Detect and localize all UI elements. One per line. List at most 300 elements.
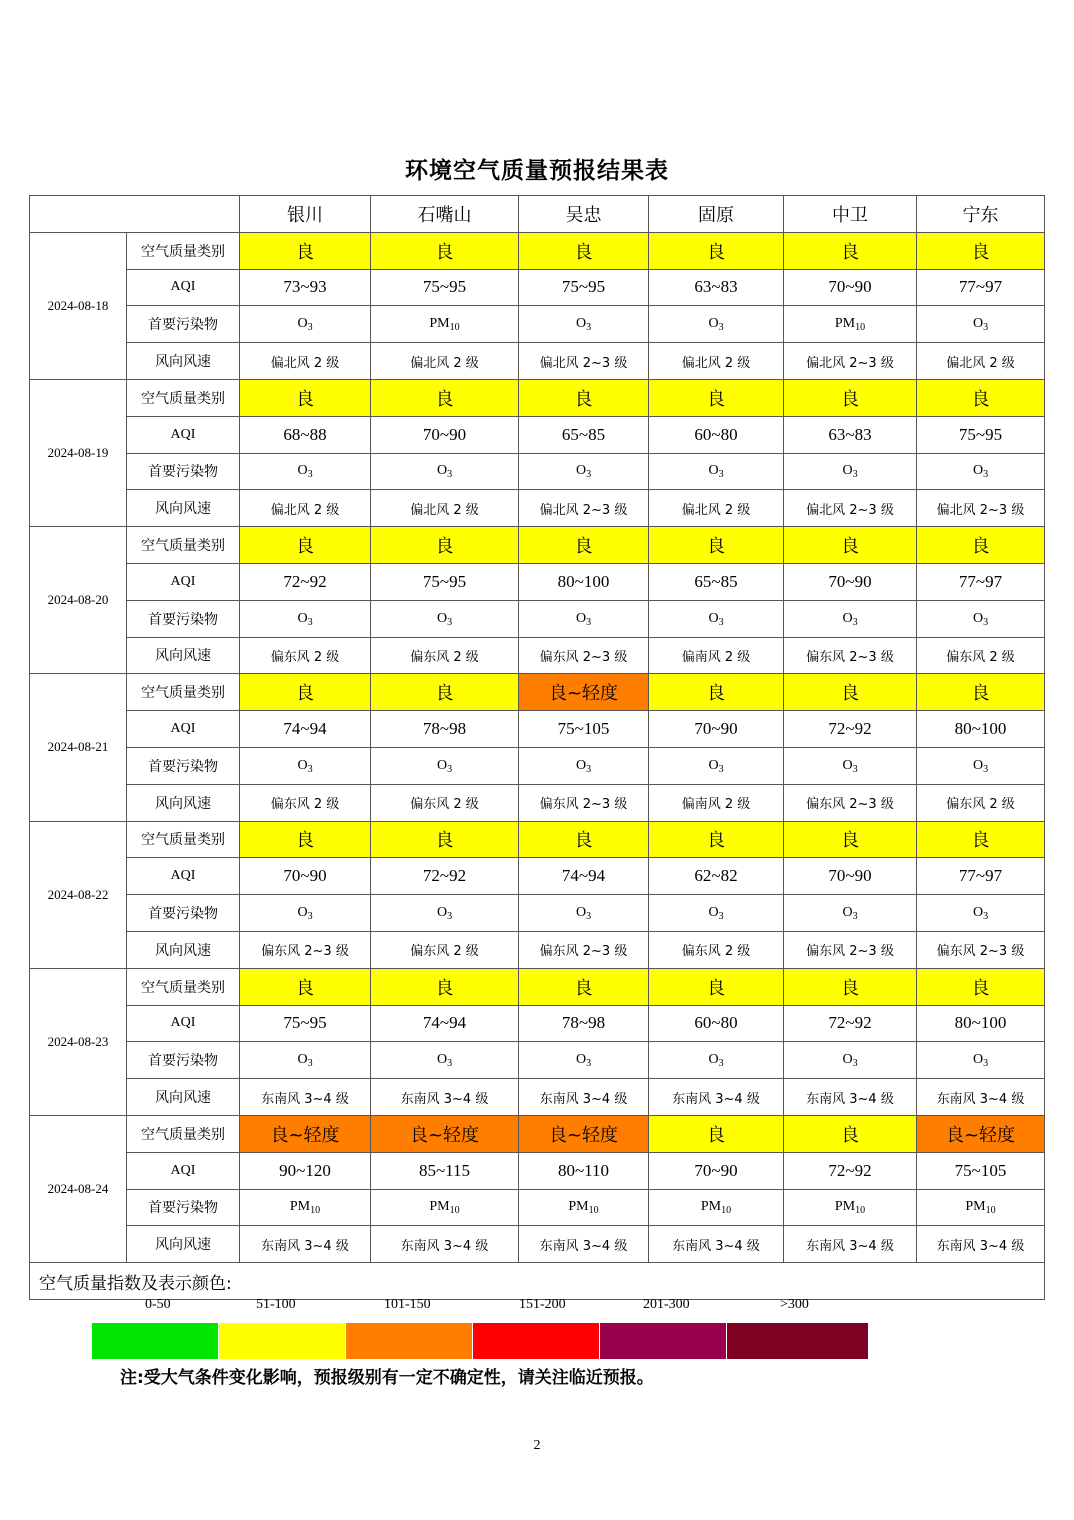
category-cell: 良~轻度	[240, 1115, 371, 1152]
pollutant-row	[30, 895, 1045, 932]
pollutant-base: O	[972, 316, 984, 332]
category-cell: 良	[917, 674, 1045, 711]
aqi-cell: 75~95	[519, 269, 649, 306]
wind-cell: 偏北风 2~3 级	[917, 490, 1045, 527]
row-label: 空气质量类别	[127, 527, 240, 564]
aqi-cell: 74~94	[371, 1005, 519, 1042]
wind-cell: 偏北风 2 级	[240, 343, 371, 380]
pollutant-base: O	[575, 1052, 587, 1068]
aqi-cell: 70~90	[649, 1152, 784, 1189]
pollutant-cell	[240, 1189, 371, 1226]
wind-cell: 偏东风 2~3 级	[917, 931, 1045, 968]
pollutant-base: O	[297, 905, 308, 921]
pollutant-base: O	[708, 757, 719, 773]
category-cell: 良	[917, 968, 1045, 1005]
row-label: 首要污染物	[127, 895, 240, 932]
pollutant-subscript: 10	[588, 1205, 599, 1217]
pollutant-cell	[519, 1042, 649, 1079]
pollutant-subscript: 3	[447, 911, 453, 923]
pollutant-cell	[649, 895, 784, 932]
category-cell: 良	[784, 821, 917, 858]
pollutant-cell	[240, 747, 371, 784]
pollutant-base: O	[575, 757, 587, 773]
row-label: AQI	[127, 269, 240, 306]
pollutant-base: O	[842, 1052, 853, 1068]
wind-row	[30, 1079, 1045, 1116]
pollutant-subscript: 3	[718, 763, 724, 775]
category-cell: 良	[240, 821, 371, 858]
category-row	[30, 527, 1045, 564]
legend-range-label: 51-100	[256, 1297, 296, 1313]
pollutant-subscript: 10	[310, 1205, 321, 1217]
pollutant-base: O	[575, 463, 587, 479]
category-cell: 良~轻度	[371, 1115, 519, 1152]
aqi-cell: 80~100	[917, 711, 1045, 748]
category-cell: 良	[649, 232, 784, 269]
row-label: AQI	[127, 563, 240, 600]
wind-cell: 偏北风 2~3 级	[519, 343, 649, 380]
aqi-row	[30, 711, 1045, 748]
pollutant-subscript: 3	[852, 1058, 858, 1070]
wind-cell: 偏北风 2 级	[649, 490, 784, 527]
category-cell: 良~轻度	[917, 1115, 1045, 1152]
aqi-cell: 78~98	[371, 711, 519, 748]
aqi-cell: 80~100	[917, 1005, 1045, 1042]
aqi-cell: 72~92	[784, 1152, 917, 1189]
aqi-cell: 90~120	[240, 1152, 371, 1189]
pollutant-cell	[371, 747, 519, 784]
aqi-cell: 70~90	[784, 269, 917, 306]
pollutant-subscript: 3	[852, 911, 858, 923]
aqi-cell: 80~110	[519, 1152, 649, 1189]
pollutant-row	[30, 1042, 1045, 1079]
row-label: 空气质量类别	[127, 674, 240, 711]
aqi-row	[30, 858, 1045, 895]
wind-cell: 偏北风 2 级	[371, 490, 519, 527]
category-cell: 良	[371, 674, 519, 711]
aqi-cell: 68~88	[240, 416, 371, 453]
pollutant-subscript: 3	[718, 1058, 724, 1070]
pollutant-base: O	[972, 610, 984, 626]
category-cell: 良	[649, 379, 784, 416]
pollutant-base: O	[575, 316, 587, 332]
pollutant-cell	[784, 747, 917, 784]
row-label: 空气质量类别	[127, 1115, 240, 1152]
pollutant-base: O	[436, 610, 448, 626]
legend-range-label: 151-200	[519, 1297, 566, 1313]
pollutant-subscript: 3	[586, 911, 592, 923]
row-label: 风向风速	[127, 343, 240, 380]
wind-cell: 偏南风 2 级	[649, 637, 784, 674]
legend-color-swatch	[727, 1323, 868, 1359]
row-label: 风向风速	[127, 784, 240, 821]
row-label: 风向风速	[127, 637, 240, 674]
forecast-table-body	[30, 196, 1045, 1313]
wind-cell: 偏北风 2 级	[649, 343, 784, 380]
pollutant-subscript: 3	[983, 763, 989, 775]
page-number: 2	[533, 1438, 541, 1453]
category-cell: 良	[519, 232, 649, 269]
pollutant-subscript: 3	[586, 616, 592, 628]
row-label: AQI	[127, 858, 240, 895]
pollutant-base: PM	[289, 1199, 311, 1215]
legend-range-label: 101-150	[384, 1297, 431, 1313]
row-label: 首要污染物	[127, 600, 240, 637]
pollutant-cell	[519, 600, 649, 637]
pollutant-cell	[240, 306, 371, 343]
category-cell: 良	[519, 821, 649, 858]
pollutant-subscript: 3	[852, 616, 858, 628]
pollutant-base: PM	[429, 316, 450, 332]
city-header: 固原	[649, 196, 784, 233]
date-cell: 2024-08-19	[30, 379, 127, 526]
aqi-cell: 70~90	[784, 563, 917, 600]
category-cell: 良	[519, 968, 649, 1005]
aqi-cell: 70~90	[649, 711, 784, 748]
pollutant-subscript: 3	[718, 322, 724, 334]
pollutant-subscript: 3	[307, 911, 313, 923]
category-row	[30, 674, 1045, 711]
pollutant-base: O	[842, 463, 853, 479]
category-row	[30, 232, 1045, 269]
wind-row	[30, 637, 1045, 674]
category-cell: 良	[240, 232, 371, 269]
city-header: 宁东	[917, 196, 1045, 233]
aqi-cell: 70~90	[240, 858, 371, 895]
aqi-cell: 72~92	[784, 1005, 917, 1042]
pollutant-cell	[784, 600, 917, 637]
pollutant-cell	[917, 747, 1045, 784]
pollutant-cell	[649, 1189, 784, 1226]
wind-cell: 偏东风 2 级	[649, 931, 784, 968]
pollutant-subscript: 10	[855, 1205, 866, 1217]
category-cell: 良	[649, 674, 784, 711]
wind-cell: 东南风 3~4 级	[519, 1226, 649, 1263]
date-cell: 2024-08-24	[30, 1115, 127, 1262]
pollutant-subscript: 10	[855, 322, 866, 334]
legend-color-swatch	[92, 1323, 218, 1359]
pollutant-base: O	[972, 1052, 984, 1068]
legend-cell	[30, 1263, 1045, 1313]
aqi-cell: 72~92	[784, 711, 917, 748]
pollutant-cell	[371, 600, 519, 637]
wind-row	[30, 931, 1045, 968]
row-label: 首要污染物	[127, 747, 240, 784]
row-label: AQI	[127, 711, 240, 748]
aqi-cell: 75~105	[519, 711, 649, 748]
aqi-cell: 75~105	[917, 1152, 1045, 1189]
row-label: 首要污染物	[127, 1189, 240, 1226]
wind-cell: 东南风 3~4 级	[649, 1079, 784, 1116]
row-label: 风向风速	[127, 490, 240, 527]
pollutant-cell	[371, 306, 519, 343]
pollutant-cell	[519, 1189, 649, 1226]
pollutant-subscript: 3	[307, 1058, 313, 1070]
wind-cell: 偏东风 2 级	[371, 931, 519, 968]
category-cell: 良~轻度	[519, 1115, 649, 1152]
pollutant-base: PM	[834, 1199, 856, 1215]
pollutant-subscript: 3	[307, 763, 313, 775]
pollutant-cell	[917, 1042, 1045, 1079]
pollutant-subscript: 3	[983, 322, 989, 334]
pollutant-base: PM	[834, 316, 856, 332]
wind-row	[30, 1226, 1045, 1263]
row-label: 空气质量类别	[127, 968, 240, 1005]
pollutant-subscript: 3	[447, 763, 453, 775]
row-label: 风向风速	[127, 931, 240, 968]
forecast-note: 注:受大气条件变化影响，预报级别有一定不确定性，请关注临近预报。	[120, 1368, 654, 1388]
row-label: 风向风速	[127, 1079, 240, 1116]
aqi-cell: 78~98	[519, 1005, 649, 1042]
pollutant-base: O	[297, 463, 308, 479]
wind-cell: 偏东风 2~3 级	[519, 931, 649, 968]
pollutant-cell	[784, 1189, 917, 1226]
pollutant-base: PM	[700, 1199, 722, 1215]
aqi-cell: 70~90	[784, 858, 917, 895]
aqi-cell: 72~92	[240, 563, 371, 600]
date-cell: 2024-08-18	[30, 232, 127, 379]
pollutant-subscript: 3	[586, 322, 592, 334]
pollutant-subscript: 3	[983, 911, 989, 923]
pollutant-base: PM	[429, 1199, 450, 1215]
pollutant-cell	[519, 306, 649, 343]
pollutant-subscript: 3	[852, 763, 858, 775]
category-cell: 良	[649, 968, 784, 1005]
legend-ranges	[30, 1297, 1045, 1315]
wind-cell: 偏东风 2 级	[917, 784, 1045, 821]
category-cell: 良	[240, 674, 371, 711]
legend-color-swatch	[473, 1323, 599, 1359]
category-cell: 良	[784, 232, 917, 269]
pollutant-base: O	[972, 463, 984, 479]
pollutant-row	[30, 306, 1045, 343]
category-cell: 良	[519, 527, 649, 564]
aqi-cell: 65~85	[519, 416, 649, 453]
pollutant-subscript: 3	[307, 469, 313, 481]
category-cell: 良	[371, 821, 519, 858]
category-cell: 良	[917, 379, 1045, 416]
wind-cell: 东南风 3~4 级	[784, 1079, 917, 1116]
pollutant-subscript: 3	[586, 763, 592, 775]
row-label: 首要污染物	[127, 1042, 240, 1079]
wind-cell: 偏南风 2 级	[649, 784, 784, 821]
pollutant-subscript: 10	[985, 1205, 996, 1217]
pollutant-cell	[371, 895, 519, 932]
category-cell: 良	[784, 968, 917, 1005]
pollutant-subscript: 3	[586, 469, 592, 481]
category-row	[30, 379, 1045, 416]
pollutant-cell	[371, 1042, 519, 1079]
pollutant-base: O	[708, 1052, 719, 1068]
aqi-cell: 75~95	[917, 416, 1045, 453]
date-cell: 2024-08-20	[30, 527, 127, 674]
wind-cell: 偏北风 2~3 级	[784, 343, 917, 380]
pollutant-subscript: 3	[447, 469, 453, 481]
pollutant-subscript: 3	[307, 322, 313, 334]
wind-cell: 东南风 3~4 级	[519, 1079, 649, 1116]
row-label: AQI	[127, 1152, 240, 1189]
pollutant-row	[30, 600, 1045, 637]
legend-color-bar	[92, 1323, 866, 1359]
aqi-row	[30, 1152, 1045, 1189]
aqi-row	[30, 416, 1045, 453]
pollutant-subscript: 10	[449, 1205, 460, 1217]
wind-cell: 偏北风 2 级	[240, 490, 371, 527]
category-cell: 良	[784, 527, 917, 564]
pollutant-cell	[784, 1042, 917, 1079]
category-cell: 良	[371, 379, 519, 416]
pollutant-base: PM	[568, 1199, 589, 1215]
category-cell: 良	[649, 821, 784, 858]
wind-row	[30, 490, 1045, 527]
wind-cell: 偏东风 2~3 级	[784, 931, 917, 968]
category-cell: 良	[649, 527, 784, 564]
pollutant-base: O	[842, 905, 853, 921]
legend-color-swatch	[600, 1323, 726, 1359]
wind-cell: 偏东风 2~3 级	[240, 931, 371, 968]
row-label: 风向风速	[127, 1226, 240, 1263]
aqi-cell: 65~85	[649, 563, 784, 600]
aqi-cell: 75~95	[371, 269, 519, 306]
pollutant-cell	[519, 747, 649, 784]
row-label: 空气质量类别	[127, 379, 240, 416]
category-row	[30, 1115, 1045, 1152]
city-header: 吴忠	[519, 196, 649, 233]
pollutant-base: O	[708, 610, 719, 626]
aqi-cell: 60~80	[649, 416, 784, 453]
aqi-cell: 75~95	[240, 1005, 371, 1042]
pollutant-cell	[917, 600, 1045, 637]
pollutant-subscript: 3	[307, 616, 313, 628]
aqi-cell: 70~90	[371, 416, 519, 453]
pollutant-cell	[784, 895, 917, 932]
pollutant-cell	[240, 895, 371, 932]
pollutant-base: O	[436, 1052, 448, 1068]
pollutant-cell	[240, 600, 371, 637]
pollutant-base: O	[972, 757, 984, 773]
wind-cell: 东南风 3~4 级	[240, 1226, 371, 1263]
city-header: 银川	[240, 196, 371, 233]
wind-cell: 偏东风 2 级	[240, 784, 371, 821]
legend-range-label: 201-300	[643, 1297, 690, 1313]
pollutant-subscript: 3	[718, 911, 724, 923]
aqi-cell: 73~93	[240, 269, 371, 306]
pollutant-subscript: 3	[983, 1058, 989, 1070]
aqi-cell: 62~82	[649, 858, 784, 895]
category-cell: 良	[371, 232, 519, 269]
pollutant-base: PM	[965, 1199, 986, 1215]
pollutant-base: O	[708, 463, 719, 479]
pollutant-base: O	[575, 610, 587, 626]
city-header: 中卫	[784, 196, 917, 233]
aqi-cell: 80~100	[519, 563, 649, 600]
date-cell: 2024-08-23	[30, 968, 127, 1115]
wind-cell: 偏东风 2 级	[240, 637, 371, 674]
row-label: 空气质量类别	[127, 821, 240, 858]
pollutant-subscript: 3	[983, 469, 989, 481]
category-cell: 良	[917, 821, 1045, 858]
pollutant-row	[30, 747, 1045, 784]
wind-cell: 偏东风 2 级	[917, 637, 1045, 674]
pollutant-subscript: 3	[852, 469, 858, 481]
wind-cell: 东南风 3~4 级	[240, 1079, 371, 1116]
wind-cell: 东南风 3~4 级	[784, 1226, 917, 1263]
city-header: 石嘴山	[371, 196, 519, 233]
category-cell: 良	[240, 379, 371, 416]
pollutant-cell	[240, 1042, 371, 1079]
aqi-cell: 85~115	[371, 1152, 519, 1189]
wind-cell: 东南风 3~4 级	[917, 1226, 1045, 1263]
pollutant-cell	[649, 600, 784, 637]
date-cell: 2024-08-22	[30, 821, 127, 968]
row-label: AQI	[127, 1005, 240, 1042]
aqi-cell: 74~94	[519, 858, 649, 895]
date-cell: 2024-08-21	[30, 674, 127, 821]
pollutant-base: O	[297, 316, 308, 332]
category-cell: 良	[784, 674, 917, 711]
wind-cell: 偏东风 2 级	[371, 784, 519, 821]
pollutant-cell	[649, 453, 784, 490]
pollutant-cell	[649, 1042, 784, 1079]
pollutant-base: O	[297, 610, 308, 626]
page-title: 环境空气质量预报结果表	[405, 158, 669, 184]
legend-row	[30, 1263, 1045, 1300]
pollutant-base: O	[575, 905, 587, 921]
aqi-cell: 60~80	[649, 1005, 784, 1042]
pollutant-base: O	[708, 905, 719, 921]
wind-cell: 偏北风 2 级	[917, 343, 1045, 380]
category-cell: 良	[784, 1115, 917, 1152]
wind-cell: 偏东风 2 级	[371, 637, 519, 674]
category-cell: 良	[240, 968, 371, 1005]
pollutant-base: O	[436, 463, 448, 479]
category-cell: 良	[371, 968, 519, 1005]
legend-color-swatch	[219, 1323, 345, 1359]
aqi-cell: 74~94	[240, 711, 371, 748]
pollutant-cell	[917, 895, 1045, 932]
aqi-cell: 77~97	[917, 563, 1045, 600]
wind-cell: 偏东风 2~3 级	[784, 784, 917, 821]
aqi-cell: 63~83	[649, 269, 784, 306]
legend-color-swatch	[346, 1323, 472, 1359]
pollutant-subscript: 3	[983, 616, 989, 628]
pollutant-cell	[371, 453, 519, 490]
category-row	[30, 821, 1045, 858]
pollutant-cell	[649, 306, 784, 343]
pollutant-subscript: 3	[447, 616, 453, 628]
wind-cell: 偏北风 2 级	[371, 343, 519, 380]
wind-cell: 偏东风 2~3 级	[519, 784, 649, 821]
category-cell: 良	[917, 527, 1045, 564]
pollutant-base: O	[842, 610, 853, 626]
wind-cell: 东南风 3~4 级	[371, 1226, 519, 1263]
pollutant-base: O	[842, 757, 853, 773]
wind-cell: 东南风 3~4 级	[649, 1226, 784, 1263]
wind-cell: 偏东风 2~3 级	[519, 637, 649, 674]
pollutant-base: O	[297, 1052, 308, 1068]
aqi-cell: 75~95	[371, 563, 519, 600]
row-label: 首要污染物	[127, 453, 240, 490]
pollutant-cell	[917, 1189, 1045, 1226]
category-cell: 良	[784, 379, 917, 416]
wind-cell: 东南风 3~4 级	[371, 1079, 519, 1116]
aqi-row	[30, 1005, 1045, 1042]
pollutant-row	[30, 453, 1045, 490]
pollutant-base: O	[436, 905, 448, 921]
pollutant-subscript: 10	[721, 1205, 732, 1217]
legend-range-label: >300	[780, 1297, 809, 1313]
pollutant-cell	[519, 895, 649, 932]
